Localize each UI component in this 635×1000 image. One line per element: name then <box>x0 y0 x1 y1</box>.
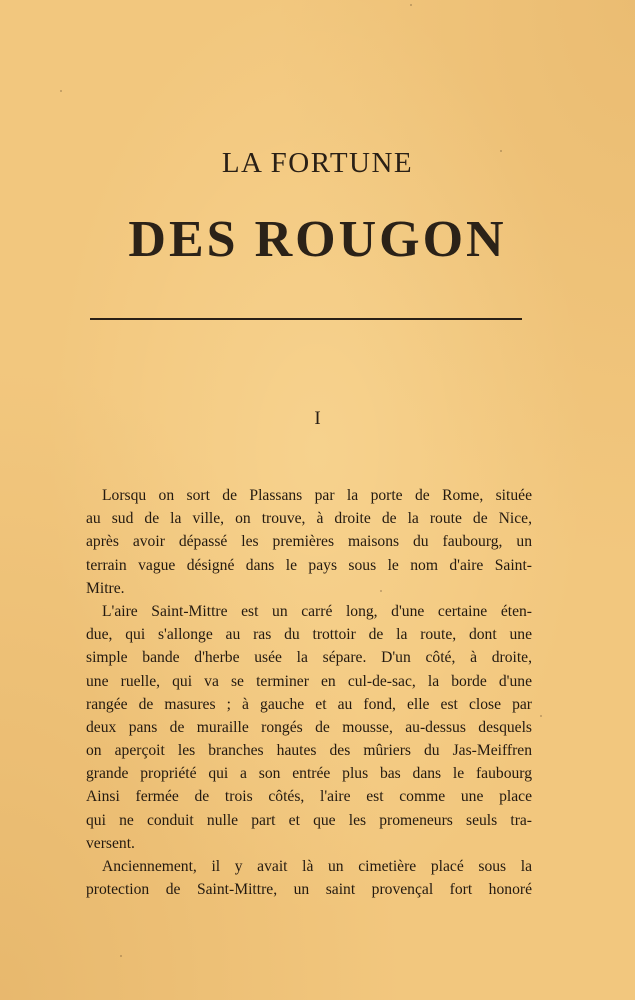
text-line: rangée de masures ; à gauche et au fond, elle est close par <box>86 695 532 713</box>
chapter-number: I <box>314 408 321 429</box>
text-line: Lorsqu on sort de Plassans par la porte de Rome, située <box>102 487 532 504</box>
text-line: terrain vague désigné dans le pays sous le nom d'aire Saint- <box>86 556 532 574</box>
title-line-1: LA FORTUNE <box>221 147 414 179</box>
text-line: une ruelle, qui va se terminer en cul-de-sac, la borde d'une <box>86 672 532 690</box>
text-line: au sud de la ville, on trouve, à droite de la route de Nice, <box>86 510 532 528</box>
text-line: simple bande d'herbe usée la sépare. D'un côté, à droite, <box>86 649 532 667</box>
text-line: deux pans de muraille rongés de mousse, au-dessus desquels <box>86 718 532 736</box>
paper-speck <box>500 150 502 152</box>
paper-speck <box>540 715 542 717</box>
text-line: on aperçoit les branches hautes des mûriers du Jas-Meiffren <box>86 742 532 760</box>
title-line-2: DES ROUGON <box>128 211 507 268</box>
text-line: due, qui s'allonge au ras du trottoir de la route, dont une <box>86 626 532 644</box>
body-text <box>86 484 532 901</box>
paper-speck <box>380 590 382 592</box>
text-line: protection de Saint-Mittre, un saint provençal fort honoré <box>86 881 532 899</box>
text-line: qui ne conduit nulle part et que les promeneurs seuls tra- <box>86 811 532 829</box>
text-line: Ainsi fermée de trois côtés, l'aire est comme une place <box>86 788 532 806</box>
text-line: grande propriété qui a son entrée plus bas dans le faubourg <box>86 765 532 783</box>
text-line: Anciennement, il y avait là un cimetière placé sous la <box>102 858 532 875</box>
text-line: versent. <box>86 834 135 852</box>
text-line: L'aire Saint-Mittre est un carré long, d'une certaine éten- <box>102 602 532 620</box>
text-line: Mitre. <box>86 579 125 597</box>
paper-speck <box>120 955 122 957</box>
paper-speck <box>410 4 412 6</box>
title-rule <box>90 318 522 320</box>
paper-speck <box>60 90 62 92</box>
text-line: après avoir dépassé les premières maisons du faubourg, un <box>86 533 532 551</box>
